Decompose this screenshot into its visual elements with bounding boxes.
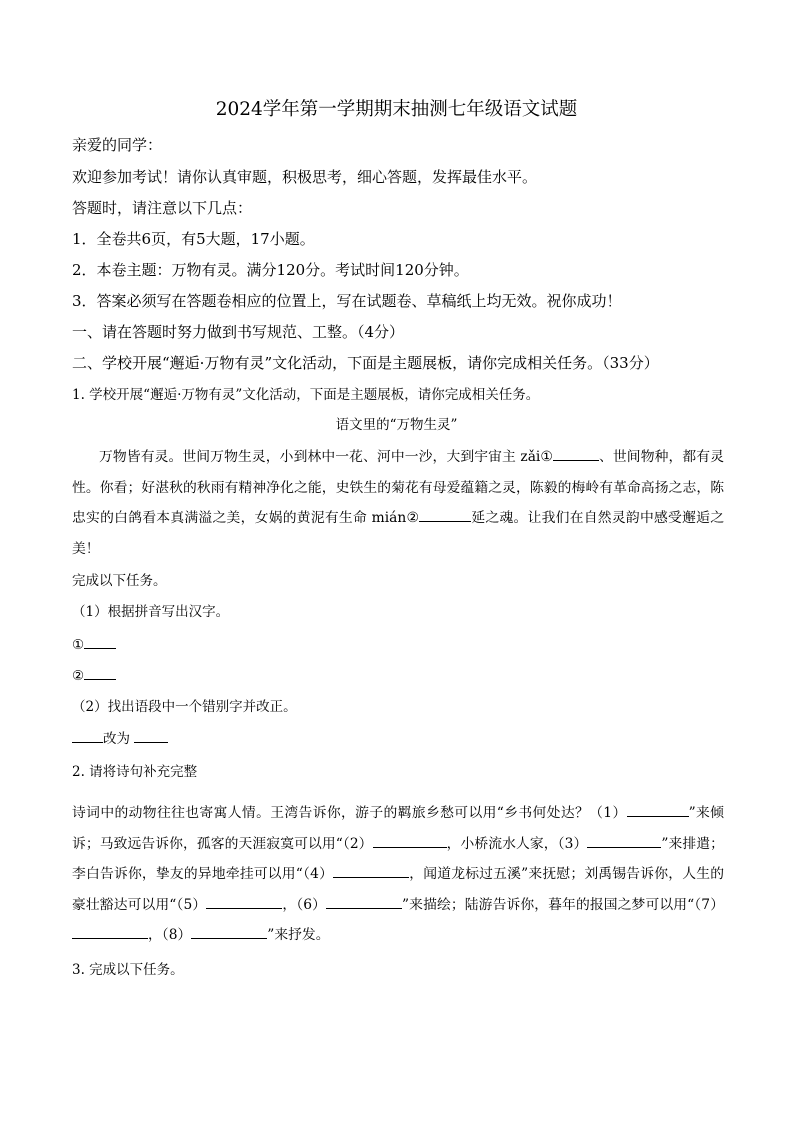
answer-label-1: ① — [72, 637, 85, 653]
poem-blank-3[interactable] — [587, 833, 661, 848]
answer-line-2 — [72, 665, 116, 686]
passage-part-2: 、世间物种，都有灵性。你看；好湛秋的秋雨有精神净化之能，史铁生的菊花有母爱蕴籍之灵，陈毅的梅岭有革命高扬之志，陈忠实的白鸽看本真满溢之美，女娲的黄泥有生命 mián② — [72, 449, 724, 526]
poem-text-6: ，（6） — [282, 896, 327, 913]
answer-blank-2[interactable] — [84, 665, 116, 680]
rule-3: 3．答案必须写在答题卷相应的位置上，写在试题卷、草稿纸上均无效。祝你成功！ — [72, 292, 622, 310]
answer-blank-1[interactable] — [84, 634, 116, 649]
correction-line — [72, 728, 168, 749]
greeting: 亲爱的同学： — [72, 136, 163, 154]
poem-blank-4[interactable] — [333, 863, 409, 878]
welcome-text: 欢迎参加考试！请你认真审题，积极思考，细心答题，发挥最佳水平。 — [72, 168, 538, 186]
question-3-prompt: 3. 完成以下任务。 — [72, 962, 184, 978]
task-intro: 完成以下任务。 — [72, 573, 167, 589]
poem-text-3: ，小桥流水人家，（3） — [446, 835, 588, 852]
poem-text-5: ，闻道龙标过五溪”来抚慰；刘禹锡告诉你，人生的豪壮豁达可以用“（5） — [72, 866, 724, 913]
poem-blank-8[interactable] — [191, 924, 267, 939]
pinyin-blank-1[interactable] — [553, 446, 599, 461]
passage-part-3: 延之魂。让我们在自然灵韵中感受邂逅之美！ — [72, 510, 724, 557]
exam-title: 2024学年第一学期期末抽测七年级语文试题 — [215, 99, 578, 120]
poem-text-9: ”来抒发。 — [267, 927, 330, 943]
passage-part-1: 万物皆有灵。世间万物生灵，小到林中一花、河中一沙，大到宇宙主 zǎi① — [99, 449, 553, 465]
poem-blank-5[interactable] — [206, 894, 282, 909]
rule-2: 2．本卷主题：万物有灵。满分120分。考试时间120分钟。 — [72, 261, 469, 279]
question-2-prompt: 2. 请将诗句补充完整 — [72, 764, 198, 780]
answer-line-1 — [72, 634, 116, 655]
sub-question-1: （1）根据拼音写出汉字。 — [72, 604, 230, 620]
rule-1: 1．全卷共6页，有5大题，17小题。 — [72, 230, 315, 248]
sub-question-2: （2）找出语段中一个错别字并改正。 — [72, 699, 297, 715]
poem-text-4: ”来排遣；李白告诉你，挚友的异地牵挂可以用“（4） — [72, 835, 724, 882]
board-title: 语文里的“万物生灵” — [335, 417, 458, 433]
poem-blank-7[interactable] — [72, 924, 148, 939]
notice-text: 答题时，请注意以下几点： — [72, 199, 253, 217]
poem-blank-1[interactable] — [627, 802, 689, 817]
poem-blank-6[interactable] — [326, 894, 402, 909]
poem-fill-paragraph — [72, 798, 724, 951]
section-1-heading: 一、请在答题时努力做到书写规范、工整。（4分） — [72, 323, 405, 341]
pinyin-blank-2[interactable] — [419, 507, 471, 522]
correct-word-blank[interactable] — [134, 728, 168, 743]
section-2-heading: 二、学校开展“邂逅·万物有灵”文化活动，下面是主题展板，请你完成相关任务。（33分） — [72, 354, 659, 372]
board-passage — [72, 442, 724, 564]
change-to-label: 改为 — [103, 731, 130, 747]
poem-text-7: ”来描绘；陆游告诉你，暮年的报国之梦可以用“（7） — [402, 896, 724, 913]
wrong-word-blank[interactable] — [72, 728, 103, 743]
poem-text-8: ，（8） — [148, 927, 192, 943]
question-1-prompt: 1. 学校开展“邂逅·万物有灵”文化活动，下面是主题展板，请你完成相关任务。 — [72, 387, 540, 403]
answer-label-2: ② — [72, 668, 85, 684]
poem-blank-2[interactable] — [373, 833, 447, 848]
poem-text-1: 诗词中的动物往往也寄寓人情。王湾告诉你，游子的羁旅乡愁可以用“乡书何处达？（1） — [72, 805, 627, 821]
poem-text-2: ”来倾诉；马致远告诉你，孤客的天涯寂寞可以用“（2） — [72, 805, 724, 852]
